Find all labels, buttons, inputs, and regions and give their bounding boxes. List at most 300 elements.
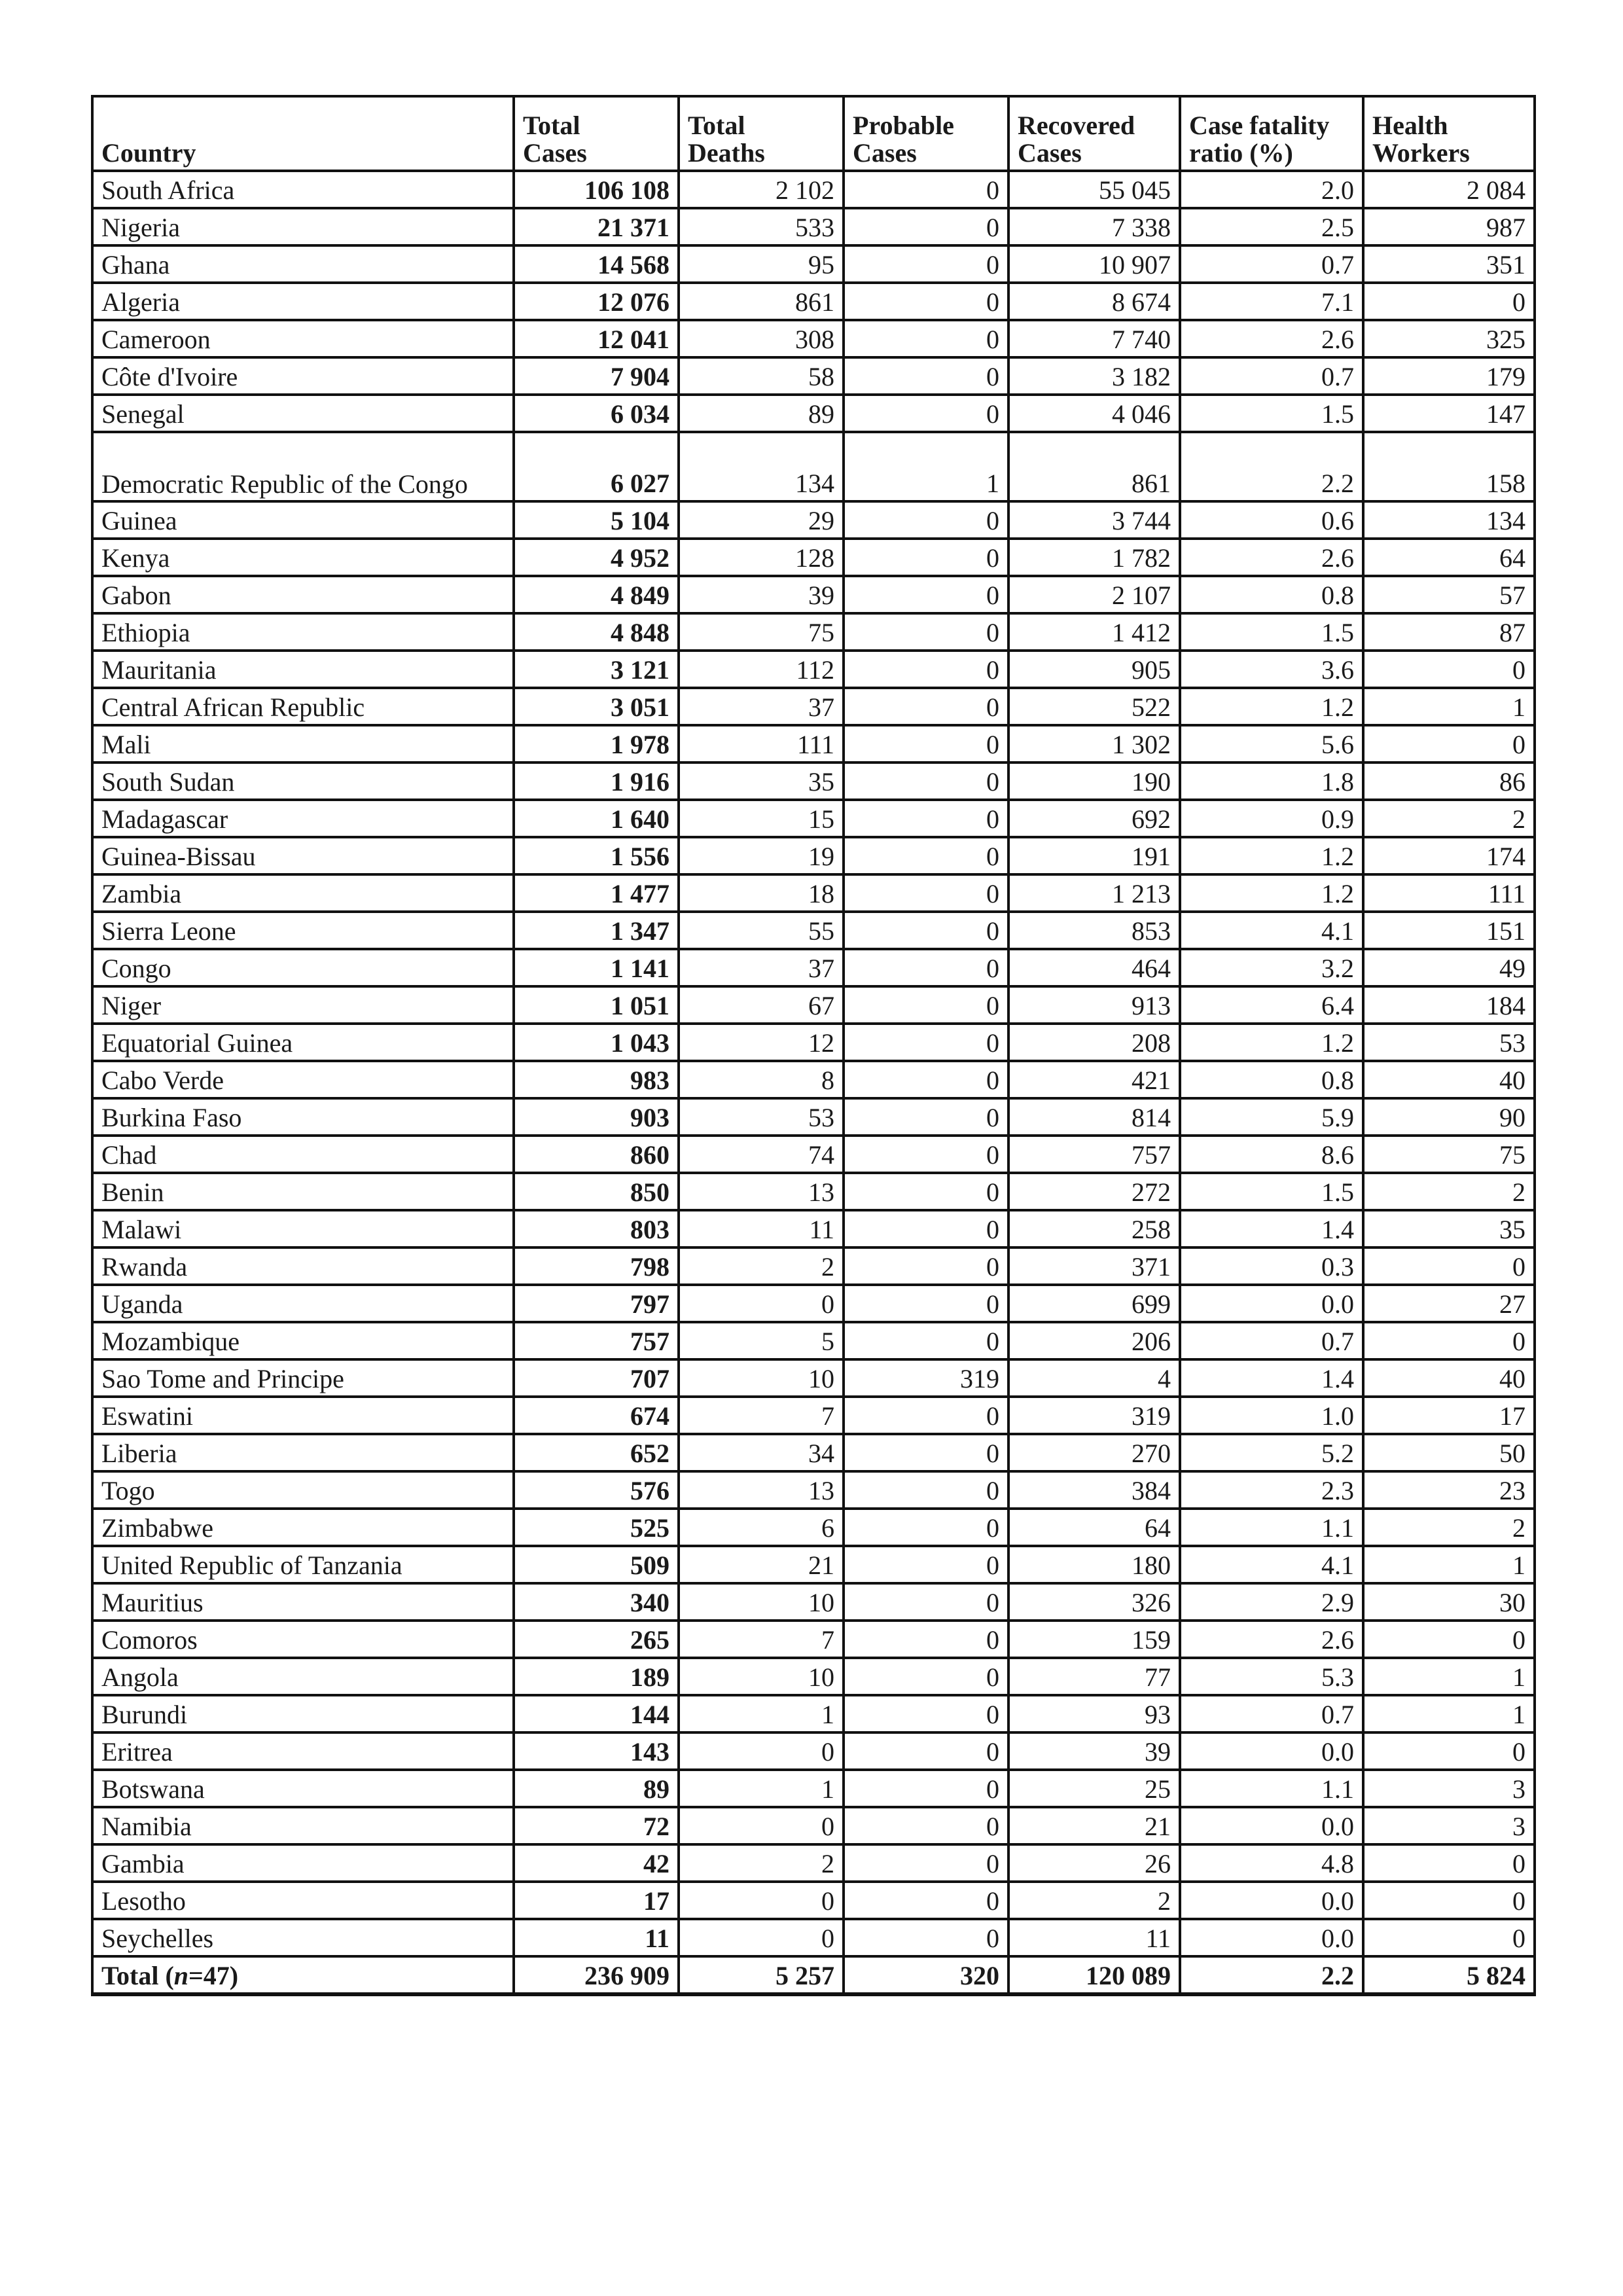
- probable-cases-cell: 0: [844, 1024, 1008, 1061]
- recovered-cases-cell: 258: [1008, 1210, 1180, 1247]
- recovered-cases-cell: 208: [1008, 1024, 1180, 1061]
- table-row: [92, 1098, 1535, 1136]
- fatality-ratio-cell: 7.1: [1180, 283, 1363, 320]
- probable-cases-cell: 0: [844, 501, 1008, 539]
- probable-cases-cell: 0: [844, 1509, 1008, 1546]
- recovered-cases-cell: 905: [1008, 651, 1180, 688]
- country-cell: Niger: [92, 986, 514, 1024]
- total-deaths-cell: 0: [679, 1807, 844, 1844]
- total-deaths-cell: 2 102: [679, 171, 844, 208]
- recovered-cases-cell: 272: [1008, 1173, 1180, 1210]
- health-workers-cell: 3: [1363, 1807, 1535, 1844]
- country-cell: Ethiopia: [92, 613, 514, 651]
- total-label: Total (n=47): [92, 1956, 514, 1994]
- country-cell: Kenya: [92, 539, 514, 576]
- total-deaths-cell: 134: [679, 432, 844, 501]
- covid-country-table: [91, 95, 1536, 1996]
- probable-cases-cell: 0: [844, 1098, 1008, 1136]
- table-row: [92, 357, 1535, 395]
- probable-cases-cell: 0: [844, 1583, 1008, 1621]
- health-workers-cell: 2 084: [1363, 171, 1535, 208]
- country-cell: Guinea: [92, 501, 514, 539]
- table-row: [92, 432, 1535, 501]
- probable-cases-cell: 0: [844, 1621, 1008, 1658]
- probable-cases-cell: 0: [844, 1919, 1008, 1956]
- fatality-ratio-cell: 2.2: [1180, 432, 1363, 501]
- probable-cases-cell: 0: [844, 912, 1008, 949]
- probable-cases-cell: 0: [844, 1397, 1008, 1434]
- fatality-ratio-cell: 5.6: [1180, 725, 1363, 762]
- total-deaths-cell: 0: [679, 1882, 844, 1919]
- probable-cases-cell: 1: [844, 432, 1008, 501]
- country-cell: Gabon: [92, 576, 514, 613]
- total-cases-cell: 1 051: [514, 986, 679, 1024]
- country-cell: Chad: [92, 1136, 514, 1173]
- recovered-cases-cell: 861: [1008, 432, 1180, 501]
- health-workers-cell: 325: [1363, 320, 1535, 357]
- probable-cases-cell: 0: [844, 651, 1008, 688]
- total-deaths-cell: 861: [679, 283, 844, 320]
- header-total-deaths: Total Deaths: [679, 96, 844, 171]
- header-country: Country: [92, 96, 514, 171]
- country-cell: South Africa: [92, 171, 514, 208]
- health-workers-cell: 17: [1363, 1397, 1535, 1434]
- total-cases-cell: 17: [514, 1882, 679, 1919]
- recovered-cases-cell: 180: [1008, 1546, 1180, 1583]
- country-cell: Sao Tome and Principe: [92, 1359, 514, 1397]
- fatality-ratio-cell: 2.5: [1180, 208, 1363, 245]
- total-cases-cell: 1 141: [514, 949, 679, 986]
- health-workers-cell: 351: [1363, 245, 1535, 283]
- table-row: [92, 1807, 1535, 1844]
- total-cases-cell: 11: [514, 1919, 679, 1956]
- total-recovered-sum: 120 089: [1008, 1956, 1180, 1994]
- recovered-cases-cell: 1 302: [1008, 725, 1180, 762]
- health-workers-cell: 0: [1363, 283, 1535, 320]
- fatality-ratio-cell: 5.3: [1180, 1658, 1363, 1695]
- table-row: [92, 576, 1535, 613]
- fatality-ratio-cell: 0.0: [1180, 1882, 1363, 1919]
- total-cases-cell: 106 108: [514, 171, 679, 208]
- fatality-ratio-cell: 1.4: [1180, 1210, 1363, 1247]
- total-deaths-cell: 7: [679, 1397, 844, 1434]
- total-deaths-cell: 53: [679, 1098, 844, 1136]
- country-cell: Gambia: [92, 1844, 514, 1882]
- recovered-cases-cell: 421: [1008, 1061, 1180, 1098]
- health-workers-cell: 0: [1363, 651, 1535, 688]
- recovered-cases-cell: 384: [1008, 1471, 1180, 1509]
- total-deaths-cell: 19: [679, 837, 844, 874]
- country-cell: Togo: [92, 1471, 514, 1509]
- probable-cases-cell: 0: [844, 1770, 1008, 1807]
- health-workers-cell: 0: [1363, 1844, 1535, 1882]
- fatality-ratio-cell: 1.2: [1180, 1024, 1363, 1061]
- probable-cases-cell: 0: [844, 1807, 1008, 1844]
- recovered-cases-cell: 270: [1008, 1434, 1180, 1471]
- total-cases-cell: 6 034: [514, 395, 679, 432]
- health-workers-cell: 23: [1363, 1471, 1535, 1509]
- fatality-ratio-cell: 1.1: [1180, 1509, 1363, 1546]
- recovered-cases-cell: 26: [1008, 1844, 1180, 1882]
- probable-cases-cell: 0: [844, 1658, 1008, 1695]
- header-probable-cases: Probable Cases: [844, 96, 1008, 171]
- total-cases-cell: 850: [514, 1173, 679, 1210]
- total-cases-cell: 983: [514, 1061, 679, 1098]
- fatality-ratio-cell: 8.6: [1180, 1136, 1363, 1173]
- health-workers-cell: 0: [1363, 1882, 1535, 1919]
- health-workers-cell: 64: [1363, 539, 1535, 576]
- total-cases-cell: 144: [514, 1695, 679, 1732]
- fatality-ratio-cell: 4.8: [1180, 1844, 1363, 1882]
- total-cases-cell: 1 347: [514, 912, 679, 949]
- recovered-cases-cell: 913: [1008, 986, 1180, 1024]
- fatality-ratio-cell: 0.7: [1180, 245, 1363, 283]
- recovered-cases-cell: 39: [1008, 1732, 1180, 1770]
- health-workers-cell: 75: [1363, 1136, 1535, 1173]
- recovered-cases-cell: 1 412: [1008, 613, 1180, 651]
- total-deaths-cell: 128: [679, 539, 844, 576]
- recovered-cases-cell: 692: [1008, 800, 1180, 837]
- probable-cases-cell: 0: [844, 1695, 1008, 1732]
- fatality-ratio-cell: 1.2: [1180, 688, 1363, 725]
- total-cases-cell: 72: [514, 1807, 679, 1844]
- total-cases-cell: 707: [514, 1359, 679, 1397]
- country-cell: Mali: [92, 725, 514, 762]
- total-cases-cell: 4 849: [514, 576, 679, 613]
- total-cases-cell: 798: [514, 1247, 679, 1285]
- total-deaths-cell: 15: [679, 800, 844, 837]
- table-row: [92, 613, 1535, 651]
- total-deaths-cell: 0: [679, 1919, 844, 1956]
- recovered-cases-cell: 7 338: [1008, 208, 1180, 245]
- table-row: [92, 395, 1535, 432]
- total-cases-cell: 265: [514, 1621, 679, 1658]
- fatality-ratio-cell: 0.7: [1180, 1695, 1363, 1732]
- header-recovered-cases: Recovered Cases: [1008, 96, 1180, 171]
- probable-cases-cell: 0: [844, 283, 1008, 320]
- total-deaths-cell: 34: [679, 1434, 844, 1471]
- probable-cases-cell: 0: [844, 1882, 1008, 1919]
- total-deaths-cell: 74: [679, 1136, 844, 1173]
- fatality-ratio-cell: 1.5: [1180, 613, 1363, 651]
- table-row: [92, 1695, 1535, 1732]
- country-cell: Benin: [92, 1173, 514, 1210]
- table-row: [92, 1471, 1535, 1509]
- total-cases-cell: 189: [514, 1658, 679, 1695]
- fatality-ratio-cell: 1.8: [1180, 762, 1363, 800]
- country-cell: Madagascar: [92, 800, 514, 837]
- total-cases-cell: 42: [514, 1844, 679, 1882]
- total-row: [92, 1956, 1535, 1994]
- table-row: [92, 1359, 1535, 1397]
- total-cases-cell: 340: [514, 1583, 679, 1621]
- probable-cases-cell: 0: [844, 539, 1008, 576]
- total-probable-sum: 320: [844, 1956, 1008, 1994]
- probable-cases-cell: 0: [844, 986, 1008, 1024]
- health-workers-cell: 40: [1363, 1359, 1535, 1397]
- country-cell: Zambia: [92, 874, 514, 912]
- country-cell: Rwanda: [92, 1247, 514, 1285]
- probable-cases-cell: 0: [844, 1546, 1008, 1583]
- probable-cases-cell: 0: [844, 171, 1008, 208]
- table-row: [92, 539, 1535, 576]
- total-cases-cell: 3 121: [514, 651, 679, 688]
- total-cases-cell: 652: [514, 1434, 679, 1471]
- table-row: [92, 1658, 1535, 1695]
- health-workers-cell: 151: [1363, 912, 1535, 949]
- health-workers-cell: 27: [1363, 1285, 1535, 1322]
- total-cases-sum: 236 909: [514, 1956, 679, 1994]
- total-deaths-cell: 2: [679, 1844, 844, 1882]
- health-workers-cell: 50: [1363, 1434, 1535, 1471]
- table-row: [92, 208, 1535, 245]
- probable-cases-cell: 0: [844, 245, 1008, 283]
- total-fatality-ratio: 2.2: [1180, 1956, 1363, 1994]
- total-cases-cell: 1 477: [514, 874, 679, 912]
- health-workers-cell: 40: [1363, 1061, 1535, 1098]
- recovered-cases-cell: 4 046: [1008, 395, 1180, 432]
- table-row: [92, 1770, 1535, 1807]
- total-deaths-cell: 10: [679, 1583, 844, 1621]
- health-workers-cell: 0: [1363, 1732, 1535, 1770]
- total-health-workers-sum: 5 824: [1363, 1956, 1535, 1994]
- health-workers-cell: 1: [1363, 1658, 1535, 1695]
- recovered-cases-cell: 55 045: [1008, 171, 1180, 208]
- probable-cases-cell: 0: [844, 949, 1008, 986]
- health-workers-cell: 53: [1363, 1024, 1535, 1061]
- total-deaths-cell: 1: [679, 1695, 844, 1732]
- fatality-ratio-cell: 0.8: [1180, 576, 1363, 613]
- probable-cases-cell: 0: [844, 208, 1008, 245]
- table-row: [92, 1136, 1535, 1173]
- probable-cases-cell: 0: [844, 1247, 1008, 1285]
- fatality-ratio-cell: 1.2: [1180, 837, 1363, 874]
- header-health-workers: Health Workers: [1363, 96, 1535, 171]
- table-row: [92, 986, 1535, 1024]
- total-deaths-cell: 10: [679, 1658, 844, 1695]
- table-row: [92, 501, 1535, 539]
- total-deaths-cell: 67: [679, 986, 844, 1024]
- fatality-ratio-cell: 1.0: [1180, 1397, 1363, 1434]
- fatality-ratio-cell: 1.1: [1180, 1770, 1363, 1807]
- total-cases-cell: 5 104: [514, 501, 679, 539]
- total-deaths-cell: 55: [679, 912, 844, 949]
- health-workers-cell: 1: [1363, 1546, 1535, 1583]
- table-row: [92, 1173, 1535, 1210]
- total-deaths-cell: 29: [679, 501, 844, 539]
- total-deaths-cell: 1: [679, 1770, 844, 1807]
- recovered-cases-cell: 853: [1008, 912, 1180, 949]
- table-row: [92, 1285, 1535, 1322]
- total-deaths-cell: 95: [679, 245, 844, 283]
- total-cases-cell: 7 904: [514, 357, 679, 395]
- total-deaths-cell: 308: [679, 320, 844, 357]
- fatality-ratio-cell: 0.0: [1180, 1807, 1363, 1844]
- table-row: [92, 949, 1535, 986]
- fatality-ratio-cell: 0.8: [1180, 1061, 1363, 1098]
- probable-cases-cell: 0: [844, 1471, 1008, 1509]
- total-deaths-cell: 37: [679, 688, 844, 725]
- table-row: [92, 1061, 1535, 1098]
- recovered-cases-cell: 3 182: [1008, 357, 1180, 395]
- fatality-ratio-cell: 1.2: [1180, 874, 1363, 912]
- probable-cases-cell: 0: [844, 1322, 1008, 1359]
- health-workers-cell: 3: [1363, 1770, 1535, 1807]
- total-cases-cell: 757: [514, 1322, 679, 1359]
- total-deaths-cell: 11: [679, 1210, 844, 1247]
- probable-cases-cell: 0: [844, 1173, 1008, 1210]
- health-workers-cell: 86: [1363, 762, 1535, 800]
- country-cell: Ghana: [92, 245, 514, 283]
- recovered-cases-cell: 464: [1008, 949, 1180, 986]
- health-workers-cell: 134: [1363, 501, 1535, 539]
- health-workers-cell: 2: [1363, 1173, 1535, 1210]
- fatality-ratio-cell: 0.7: [1180, 1322, 1363, 1359]
- table-row: [92, 1732, 1535, 1770]
- total-cases-cell: 12 076: [514, 283, 679, 320]
- health-workers-cell: 174: [1363, 837, 1535, 874]
- recovered-cases-cell: 64: [1008, 1509, 1180, 1546]
- table-body: [92, 171, 1535, 1956]
- total-deaths-cell: 75: [679, 613, 844, 651]
- probable-cases-cell: 0: [844, 874, 1008, 912]
- recovered-cases-cell: 206: [1008, 1322, 1180, 1359]
- fatality-ratio-cell: 0.9: [1180, 800, 1363, 837]
- fatality-ratio-cell: 1.5: [1180, 395, 1363, 432]
- total-deaths-cell: 89: [679, 395, 844, 432]
- probable-cases-cell: 0: [844, 1061, 1008, 1098]
- total-cases-cell: 14 568: [514, 245, 679, 283]
- fatality-ratio-cell: 0.0: [1180, 1285, 1363, 1322]
- total-deaths-cell: 39: [679, 576, 844, 613]
- country-cell: Guinea-Bissau: [92, 837, 514, 874]
- fatality-ratio-cell: 3.6: [1180, 651, 1363, 688]
- probable-cases-cell: 0: [844, 320, 1008, 357]
- health-workers-cell: 57: [1363, 576, 1535, 613]
- probable-cases-cell: 0: [844, 1732, 1008, 1770]
- total-cases-cell: 12 041: [514, 320, 679, 357]
- total-cases-cell: 6 027: [514, 432, 679, 501]
- total-deaths-cell: 0: [679, 1732, 844, 1770]
- country-cell: Sierra Leone: [92, 912, 514, 949]
- recovered-cases-cell: 699: [1008, 1285, 1180, 1322]
- total-cases-cell: 903: [514, 1098, 679, 1136]
- header-case-fatality-ratio: Case fatality ratio (%): [1180, 96, 1363, 171]
- total-deaths-cell: 111: [679, 725, 844, 762]
- total-cases-cell: 3 051: [514, 688, 679, 725]
- fatality-ratio-cell: 2.0: [1180, 171, 1363, 208]
- table-row: [92, 283, 1535, 320]
- health-workers-cell: 147: [1363, 395, 1535, 432]
- table-row: [92, 1621, 1535, 1658]
- recovered-cases-cell: 2: [1008, 1882, 1180, 1919]
- probable-cases-cell: 0: [844, 725, 1008, 762]
- total-deaths-cell: 8: [679, 1061, 844, 1098]
- total-deaths-cell: 37: [679, 949, 844, 986]
- table-row: [92, 1546, 1535, 1583]
- recovered-cases-cell: 757: [1008, 1136, 1180, 1173]
- country-cell: Liberia: [92, 1434, 514, 1471]
- recovered-cases-cell: 93: [1008, 1695, 1180, 1732]
- health-workers-cell: 2: [1363, 800, 1535, 837]
- recovered-cases-cell: 319: [1008, 1397, 1180, 1434]
- probable-cases-cell: 0: [844, 688, 1008, 725]
- fatality-ratio-cell: 6.4: [1180, 986, 1363, 1024]
- health-workers-cell: 30: [1363, 1583, 1535, 1621]
- country-cell: Burkina Faso: [92, 1098, 514, 1136]
- total-deaths-cell: 2: [679, 1247, 844, 1285]
- probable-cases-cell: 0: [844, 613, 1008, 651]
- country-cell: Angola: [92, 1658, 514, 1695]
- fatality-ratio-cell: 0.6: [1180, 501, 1363, 539]
- total-cases-cell: 797: [514, 1285, 679, 1322]
- probable-cases-cell: 0: [844, 1210, 1008, 1247]
- total-cases-cell: 89: [514, 1770, 679, 1807]
- fatality-ratio-cell: 2.3: [1180, 1471, 1363, 1509]
- table-row: [92, 1247, 1535, 1285]
- recovered-cases-cell: 326: [1008, 1583, 1180, 1621]
- country-cell: Nigeria: [92, 208, 514, 245]
- table-row: [92, 245, 1535, 283]
- recovered-cases-cell: 522: [1008, 688, 1180, 725]
- recovered-cases-cell: 1 213: [1008, 874, 1180, 912]
- fatality-ratio-cell: 0.0: [1180, 1919, 1363, 1956]
- country-cell: Comoros: [92, 1621, 514, 1658]
- country-cell: United Republic of Tanzania: [92, 1546, 514, 1583]
- recovered-cases-cell: 77: [1008, 1658, 1180, 1695]
- country-cell: Malawi: [92, 1210, 514, 1247]
- total-cases-cell: 1 043: [514, 1024, 679, 1061]
- fatality-ratio-cell: 2.6: [1180, 539, 1363, 576]
- total-deaths-cell: 35: [679, 762, 844, 800]
- country-cell: Seychelles: [92, 1919, 514, 1956]
- total-deaths-cell: 10: [679, 1359, 844, 1397]
- table-row: [92, 1919, 1535, 1956]
- recovered-cases-cell: 371: [1008, 1247, 1180, 1285]
- health-workers-cell: 87: [1363, 613, 1535, 651]
- table-row: [92, 1882, 1535, 1919]
- total-deaths-cell: 6: [679, 1509, 844, 1546]
- table-row: [92, 725, 1535, 762]
- country-cell: Senegal: [92, 395, 514, 432]
- health-workers-cell: 0: [1363, 1247, 1535, 1285]
- recovered-cases-cell: 8 674: [1008, 283, 1180, 320]
- probable-cases-cell: 0: [844, 762, 1008, 800]
- probable-cases-cell: 319: [844, 1359, 1008, 1397]
- country-cell: Lesotho: [92, 1882, 514, 1919]
- table-row: [92, 1844, 1535, 1882]
- country-cell: Zimbabwe: [92, 1509, 514, 1546]
- total-cases-cell: 509: [514, 1546, 679, 1583]
- total-cases-cell: 803: [514, 1210, 679, 1247]
- fatality-ratio-cell: 0.3: [1180, 1247, 1363, 1285]
- fatality-ratio-cell: 0.7: [1180, 357, 1363, 395]
- recovered-cases-cell: 21: [1008, 1807, 1180, 1844]
- total-deaths-cell: 533: [679, 208, 844, 245]
- total-cases-cell: 1 556: [514, 837, 679, 874]
- fatality-ratio-cell: 2.9: [1180, 1583, 1363, 1621]
- probable-cases-cell: 0: [844, 800, 1008, 837]
- recovered-cases-cell: 1 782: [1008, 539, 1180, 576]
- health-workers-cell: 158: [1363, 432, 1535, 501]
- table-row: [92, 1583, 1535, 1621]
- recovered-cases-cell: 11: [1008, 1919, 1180, 1956]
- health-workers-cell: 0: [1363, 725, 1535, 762]
- health-workers-cell: 184: [1363, 986, 1535, 1024]
- health-workers-cell: 2: [1363, 1509, 1535, 1546]
- health-workers-cell: 0: [1363, 1919, 1535, 1956]
- table-row: [92, 171, 1535, 208]
